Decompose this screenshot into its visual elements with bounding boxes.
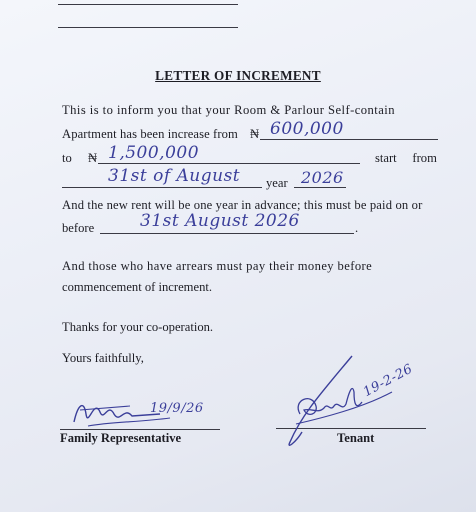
start-from-label: start from [375, 151, 437, 165]
currency-symbol-2: ₦ [88, 151, 98, 165]
start-date-handwritten: 31st of August [108, 166, 241, 186]
year-line [294, 187, 346, 188]
new-rent-handwritten: 1,500,000 [108, 143, 200, 163]
due-date-handwritten: 31st August 2026 [140, 211, 300, 231]
letter-title: LETTER OF INCREMENT [155, 68, 321, 83]
period-mark: . [355, 221, 359, 235]
to-label: to [62, 151, 72, 165]
top-rule-2 [58, 27, 238, 28]
body-line-1: This is to inform you that your Room & Parlour Self-contain [62, 103, 395, 117]
year-handwritten: 2026 [301, 168, 344, 187]
before-label: before [62, 221, 95, 235]
body-line-5: And the new rent will be one year in advance; this must be paid on or [62, 198, 423, 212]
start-date-line [62, 187, 262, 188]
year-label: year [266, 176, 288, 190]
currency-symbol-1: ₦ [250, 127, 260, 141]
top-rule-1 [58, 4, 238, 5]
closing-line: Yours faithfully, [62, 351, 144, 365]
arrears-line-2: commencement of increment. [62, 280, 213, 294]
tenant-label: Tenant [337, 431, 375, 445]
due-date-line [100, 233, 354, 234]
old-rent-handwritten: 600,000 [270, 119, 344, 139]
rep-date-handwritten: 19/9/26 [150, 401, 204, 416]
rep-label: Family Representative [60, 431, 182, 445]
arrears-line-1: And those who have arrears must pay their money before [62, 259, 373, 273]
tenant-date-handwritten: 19-2-26 [360, 361, 416, 400]
old-rent-line [260, 139, 438, 140]
body-line-2: Apartment has been increase from [62, 127, 238, 141]
new-rent-line [98, 163, 360, 164]
thanks-line: Thanks for your co-operation. [62, 320, 214, 334]
